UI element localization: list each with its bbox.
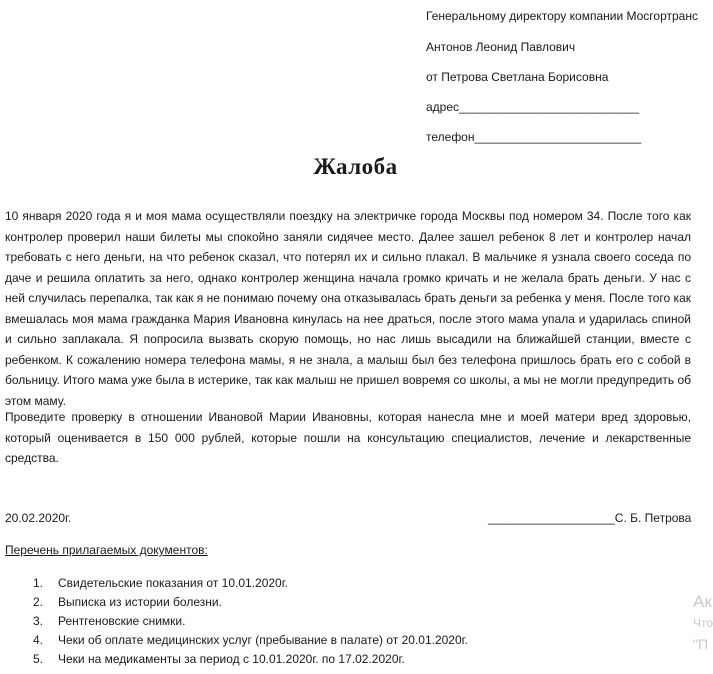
list-item bbox=[0, 574, 640, 593]
sender-address: адрес___________________________ bbox=[426, 100, 640, 114]
attachments-list bbox=[0, 574, 640, 669]
activation-watermark-line-2: Что bbox=[693, 616, 713, 630]
document-date: 20.02.2020г. bbox=[5, 511, 72, 525]
complaint-paragraph-1: 10 января 2020 года я и моя мама осуществляли поездку на электричке города Москвы под номером 34. После того как контролер проверил наши билеты мы спокойно заняли сидячее место. Далее зашел ребенок 8 лет и контролер начал требовать с него деньги, на что ребенок сказал, что потерял их и сильно плакал. В мальчике я узнала своего соседа по даче и решила оплатить за него, однако контролер женщина начала громко кричать и не желала брать деньги. У нас с ней случилась перепалка, так как я не понимаю почему она отказывалась брать деньги за ребенка у меня. После того как вмешалась моя мама гражданка Мария Ивановна кинулась на нее драться, после этого мама упала и ударилась спиной и сильно заплакала. Я попросила вызвать скорую помощь, но нас лишь высадили на ближайшей станции, вместе с ребенком. К сожалению номера телефона мамы, я не знала, а малыш был без телефона пришлось брать его с собой в больницу. Итого мама уже была в истерике, так как малыш не пришел вовремя со школы, а мы не могли предупредить об этом маму. bbox=[5, 209, 691, 408]
list-item-number: 4. bbox=[33, 633, 44, 647]
list-item-text: Чеки об оплате медицинских услуг (пребывание в палате) от 20.01.2020г. bbox=[58, 633, 468, 647]
attachments-title: Перечень прилагаемых документов: bbox=[5, 543, 208, 557]
list-item bbox=[0, 631, 640, 650]
list-item-text: Свидетельские показания от 10.01.2020г. bbox=[58, 576, 288, 590]
addressee-to: Генеральному директору компании Мосгортранс bbox=[426, 9, 698, 23]
activation-watermark-line-3: "П bbox=[693, 636, 709, 652]
list-item bbox=[0, 593, 640, 612]
list-item-number: 2. bbox=[33, 595, 44, 609]
list-item-text: Рентгеновские снимки. bbox=[58, 614, 186, 628]
complaint-paragraph-2: Проведите проверку в отношении Ивановой Марии Ивановны, которая нанесла мне и моей матери вред здоровью, который оценивается в 150 000 рублей, которые пошли на консультацию специалистов, лечение и лекарственные средства. bbox=[5, 410, 691, 465]
addressee-director: Антонов Леонид Павлович bbox=[426, 40, 576, 54]
list-item-text: Выписка из истории болезни. bbox=[58, 595, 222, 609]
list-item-text: Чеки на медикаменты за период с 10.01.2020г. по 17.02.2020г. bbox=[58, 652, 405, 666]
document-title: Жалоба bbox=[313, 154, 398, 179]
sender-name: от Петрова Светлана Борисовна bbox=[426, 70, 609, 84]
list-item bbox=[0, 612, 640, 631]
list-item-number: 1. bbox=[33, 576, 44, 590]
list-item-number: 5. bbox=[33, 652, 44, 666]
list-item-number: 3. bbox=[33, 614, 44, 628]
sender-phone: телефон_________________________ bbox=[426, 130, 642, 144]
signature-line: ___________________С. Б. Петрова bbox=[488, 511, 692, 525]
activation-watermark-line-1: Ак bbox=[693, 592, 712, 611]
list-item bbox=[0, 650, 640, 669]
